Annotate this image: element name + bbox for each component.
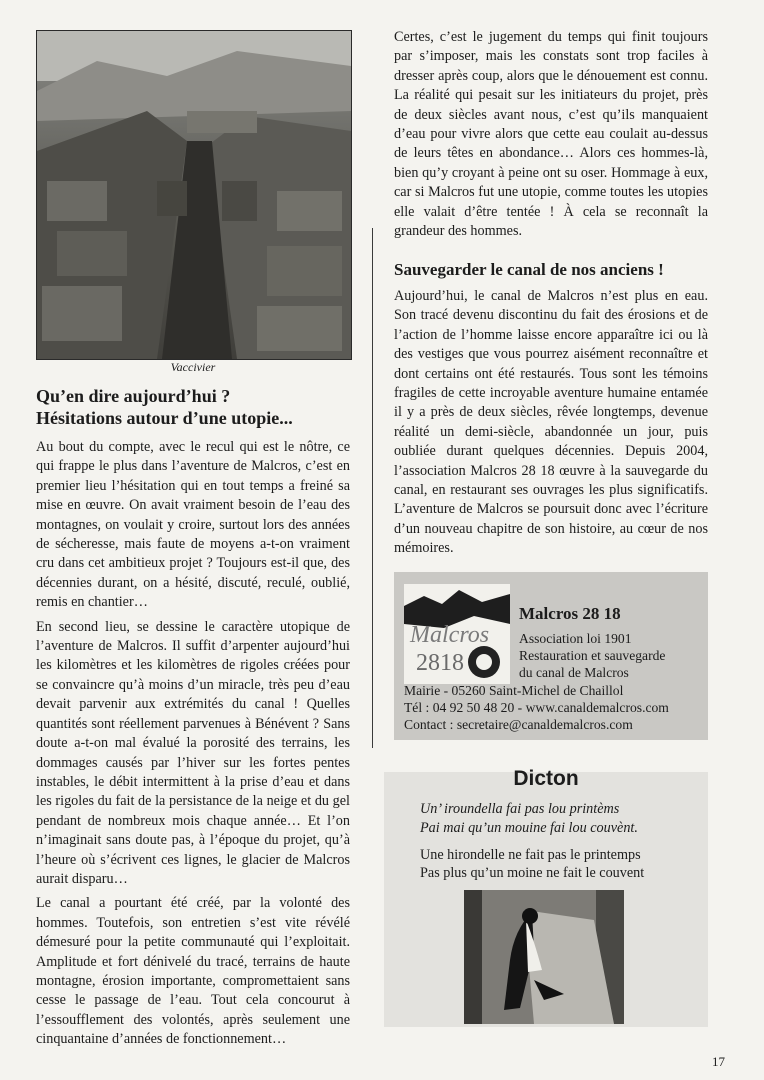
association-logo [404, 584, 510, 684]
association-phone-web: Tél : 04 92 50 48 20 - www.canaldemalcros.com [404, 700, 669, 715]
association-type: Association loi 1901 [519, 631, 632, 646]
dicton-occitan-2: Pai mai qu’un mouine fai lou couvènt. [420, 820, 638, 836]
dicton-french-1: Une hirondelle ne fait pas le printemps [420, 847, 641, 863]
paragraph: Certes, c’est le jugement du temps qui finit toujours par s’imposer, mais les constats sont trop faciles à dresser après coup, alors que le dénouement est connu. La réalité qui pesait sur les initiateurs du projet, près de deux siècles avant nous, c’est qu’ils manquaient d’eau pour vivre alors que cette eau coulait au-dessus de leurs têtes en abondance… Alors ces hommes-là, bien qu’y croyant à peine ont su oser. Hommage à eux, car si Malcros fut une utopie, comme toutes les utopies elle valait d’être tentée ! À cela se reconnaît la grandeur des hommes. [394, 29, 708, 240]
dicton-box [384, 767, 708, 1027]
paragraph: Le canal a pourtant été créé, par la volonté des hommes. Toutefois, son entretien s’est vite révélé démesuré pour la petite communauté qui l’exploitait. Amplitude et fort dénivelé du tracé, terrains de haute montagne, érosion importante, compromettaient sans cesse le passage de l’eau. Tout cela concourut à l’essoufflement des volontés, après seulement une cinquantaine d’années de fonctionnement… [36, 895, 350, 1048]
association-box [394, 572, 708, 740]
association-name: Malcros 28 18 [519, 604, 621, 623]
canal-photo [36, 30, 352, 360]
association-contact: Contact : secretaire@canaldemalcros.com [404, 717, 633, 732]
heading-line-2: Hésitations autour d’une utopie... [36, 408, 293, 428]
heading-line-1: Qu’en dire aujourd’hui ? [36, 386, 231, 406]
page-number: 17 [712, 1054, 725, 1069]
association-purpose-cont: du canal de Malcros [519, 665, 629, 680]
paragraph: Aujourd’hui, le canal de Malcros n’est plus en eau. Son tracé devenu discontinu du fait des érosions et de l’action de l’homme laisse encore apparaître ici ou là des vestiges que vous pourrez aisément reconnaître et dont certains ont été restaurés. Tous sont les témoins fragiles de cette incroyable aventure humaine entamée il y a près de deux siècles, rêvée longtemps, devenue réalité un demi-siècle, abandonnée un jour, puis oubliée durant quelques décennies. Depuis 2004, l’association Malcros 28 18 œuvre à la sauvegarde du canal, en restaurant ses ouvrages les plus significatifs. L’aventure de Malcros se poursuit donc avec l’écriture d’un nouveau chapitre de son histoire, au cœur de nos mémoires. [394, 288, 708, 557]
photo-caption: Vaccivier [170, 360, 216, 374]
swallow-photo [464, 890, 624, 1024]
paragraph: Au bout du compte, avec le recul qui est le nôtre, ce qui frappe le plus dans l’aventure de Malcros, c’est en premier lieu l’hésitation qui en tout temps a freiné sa mise en œuvre. On avait vraiment besoin de l’eau des montagnes, on voulait y croire, surtout lors des années de sécheresse, mais faute de moyens a-t-on vraiment cru dans cet ambitieux projet ? Toujours est-il que, des décennies durant, on a hésité, discuté, reculé, oublié, remis en chantier… [36, 439, 350, 611]
section-heading-save-canal: Sauvegarder le canal de nos anciens ! [394, 260, 664, 279]
column-divider [372, 228, 373, 748]
logo-word: Malcros [410, 622, 490, 648]
right-column-middle [394, 287, 708, 564]
paragraph: En second lieu, se dessine le caractère utopique de l’aventure de Malcros. Il suffit d’arpenter aujourd’hui les kilomètres et les kilomètres de rigoles créées pour se convaincre qu’à moins d’un miracle, très peu d’eau devait parvenir aux extrémités du canal ! Quelles quantités sont réellement parvenues à Bénévent ? Sans doute a-t-on mal évalué la porosité des terrains, les dommages causés par l’hiver sur les fortes pentes instables, le débit intermittent à la prise d’eau et dans les rigoles du fait de la persistance de la neige et du gel pendant de nombreux mois chaque année… Et l’on n’imaginait sans doute pas, à l’époque du projet, qu’à l’heure où s’écrivent ces lignes, le glacier de Malcros aurait disparu… [36, 618, 350, 887]
logo-number: 2818 [416, 650, 464, 676]
dicton-french-2: Pas plus qu’un moine ne fait le couvent [420, 865, 645, 881]
association-purpose: Restauration et sauvegarde [519, 648, 666, 663]
association-address: Mairie - 05260 Saint-Michel de Chaillol [404, 683, 624, 698]
right-column-top [394, 28, 708, 246]
left-column-body [36, 438, 350, 1055]
section-heading-utopia [36, 385, 356, 429]
dicton-title: Dicton [513, 767, 579, 790]
dicton-occitan-1: Un’ iroundella fai pas lou printèms [420, 801, 620, 817]
